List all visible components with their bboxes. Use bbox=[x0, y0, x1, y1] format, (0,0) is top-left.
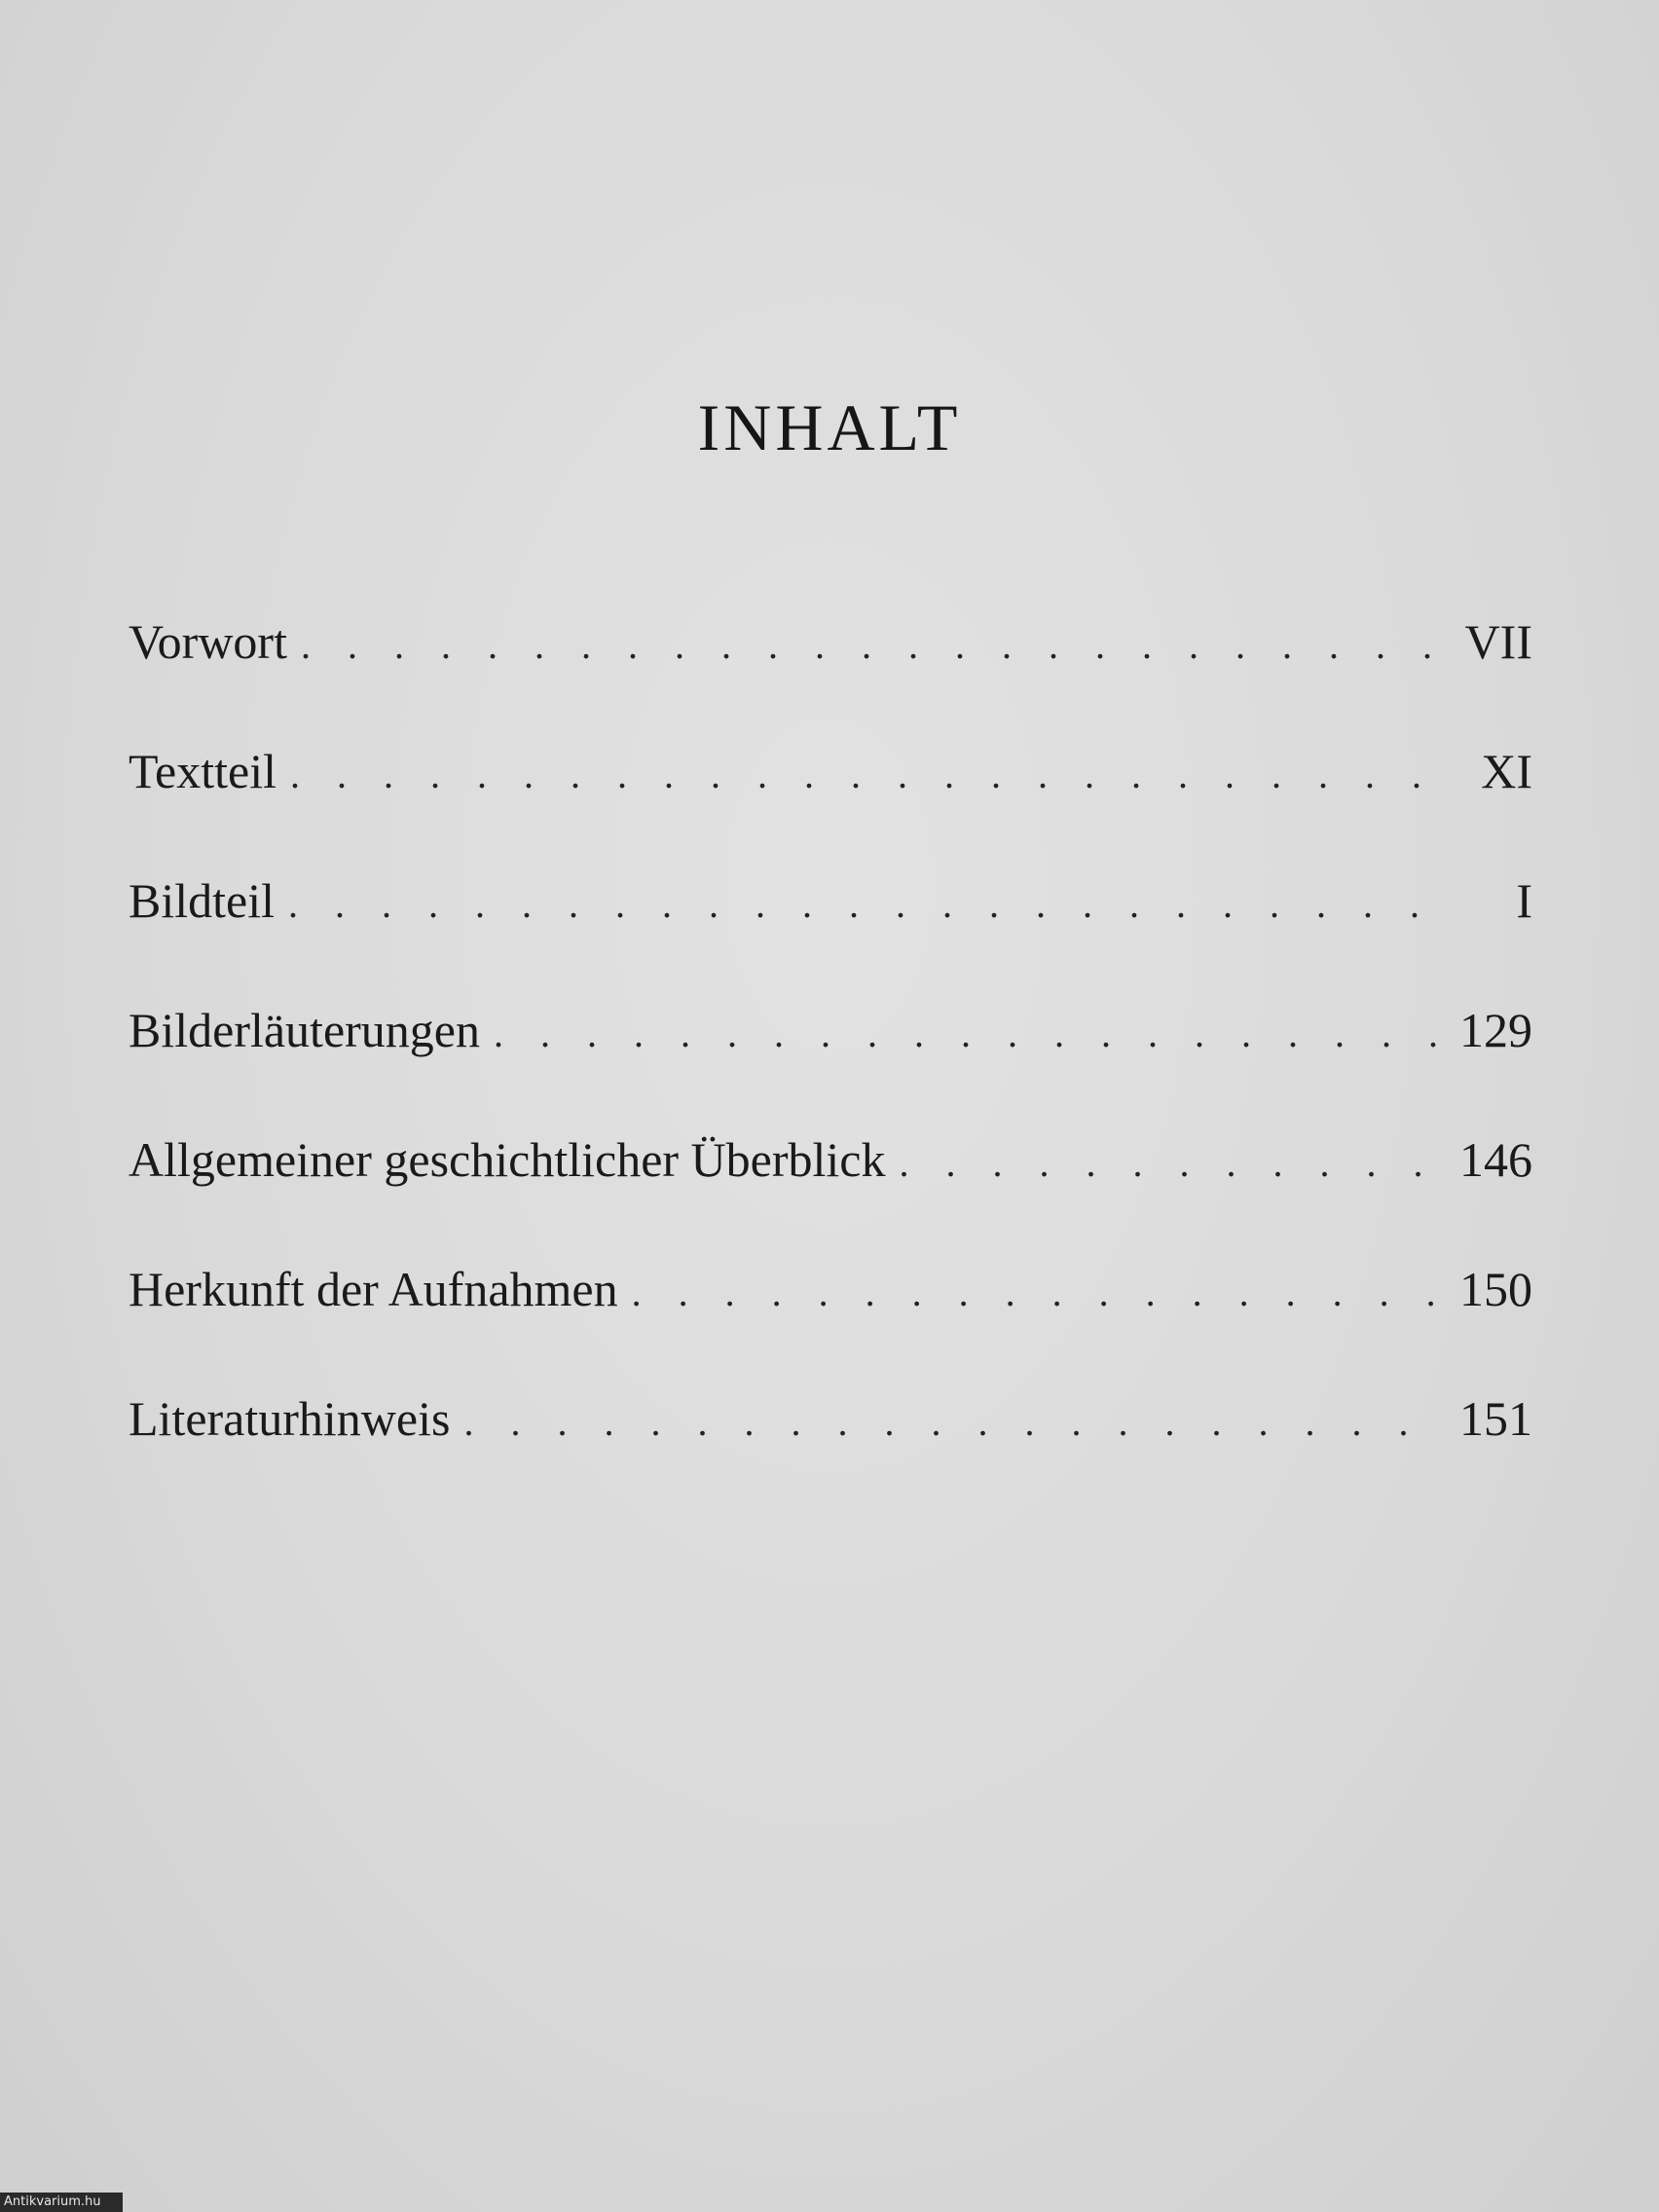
toc-entry-label: Herkunft der Aufnahmen bbox=[129, 1262, 618, 1316]
page-title: INHALT bbox=[697, 390, 962, 464]
dot-leader bbox=[494, 1011, 1446, 1056]
toc-entry-herkunft bbox=[129, 1261, 1532, 1390]
toc-entry-label: Allgemeiner geschichtlicher Überblick bbox=[129, 1132, 886, 1187]
toc-entry-page-number: 146 bbox=[1459, 1132, 1532, 1187]
toc-entry-label: Literaturhinweis bbox=[129, 1391, 451, 1446]
toc-entry-label: Bildteil bbox=[129, 873, 275, 928]
toc-entry-page-number: XI bbox=[1481, 744, 1532, 798]
dot-leader bbox=[899, 1140, 1446, 1186]
toc-entry-textteil bbox=[129, 743, 1532, 872]
toc-entry-label: Vorwort bbox=[129, 614, 287, 669]
toc-entry-label: Bilderläuterungen bbox=[129, 1003, 480, 1057]
toc-entry-ueberblick bbox=[129, 1131, 1532, 1261]
dot-leader bbox=[301, 622, 1451, 668]
watermark: Antikvarium.hu bbox=[0, 2193, 123, 2212]
toc-entry-label: Textteil bbox=[129, 744, 277, 798]
toc-entry-page-number: VII bbox=[1464, 614, 1532, 669]
toc-entry-vorwort bbox=[129, 613, 1532, 743]
toc-entry-page-number: 150 bbox=[1459, 1262, 1532, 1316]
dot-leader bbox=[632, 1270, 1446, 1315]
toc-entry-page-number: 151 bbox=[1459, 1391, 1532, 1446]
dot-leader bbox=[290, 752, 1451, 797]
toc-entry-literaturhinweis bbox=[129, 1390, 1532, 1520]
table-of-contents bbox=[129, 613, 1532, 1520]
toc-entry-page-number: 129 bbox=[1459, 1003, 1532, 1057]
dot-leader bbox=[288, 881, 1451, 927]
toc-entry-bildteil bbox=[129, 872, 1532, 1002]
toc-entry-bilderlaeuterungen bbox=[129, 1002, 1532, 1131]
dot-leader bbox=[463, 1399, 1446, 1445]
toc-entry-page-number: I bbox=[1516, 873, 1532, 928]
